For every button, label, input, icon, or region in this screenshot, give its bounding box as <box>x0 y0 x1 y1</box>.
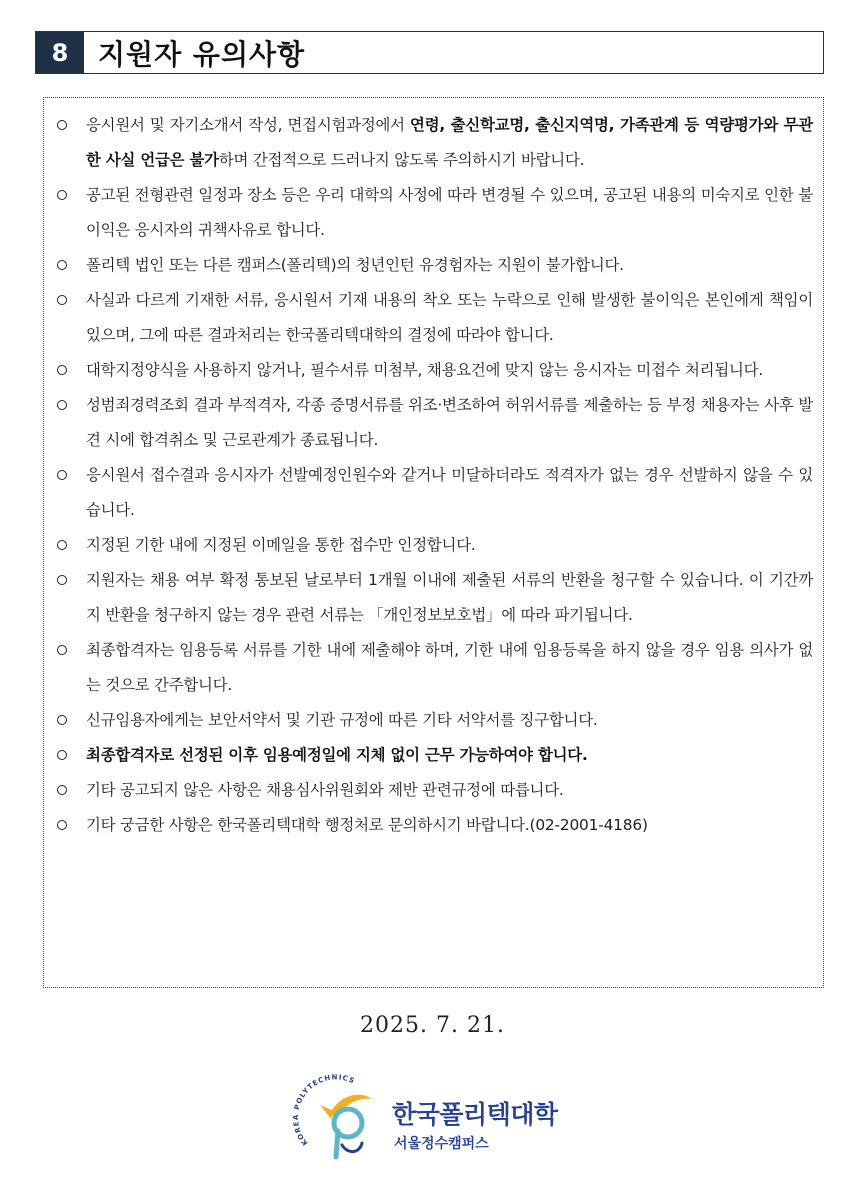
notice-item <box>54 248 813 283</box>
circle-bullet-icon <box>57 190 67 200</box>
circle-bullet-icon <box>57 120 67 130</box>
notice-item <box>54 703 813 738</box>
notice-item <box>54 388 813 458</box>
circle-bullet-icon <box>57 575 67 585</box>
notice-text: 공고된 전형관련 일정과 장소 등은 우리 대학의 사정에 따라 변경될 수 있으며, 공고된 내용의 미숙지로 인한 불이익은 응시자의 귀책사유로 합니다. <box>86 186 813 239</box>
notice-text: 지원자는 채용 여부 확정 통보된 날로부터 1개월 이내에 제출된 서류의 반환을 청구할 수 있습니다. 이 기간까지 반환을 청구하지 않는 경우 관련 서류는 「개인정보보호법」에 따라 파기됩니다. <box>86 571 813 624</box>
notice-text: 하며 간접적으로 드러나지 않도록 주의하시기 바랍니다. <box>218 151 585 169</box>
notice-text: 사실과 다르게 기재한 서류, 응시원서 기재 내용의 착오 또는 누락으로 인해 발생한 불이익은 본인에게 책임이 있으며, 그에 따른 결과처리는 한국폴리텍대학의 결정에 따라야 합니다. <box>86 291 813 344</box>
notice-item <box>54 458 813 528</box>
circle-bullet-icon <box>57 645 67 655</box>
section-title: 지원자 유의사항 <box>98 37 306 71</box>
notice-item <box>54 563 813 633</box>
notice-text-emphasis: 연령, 출신학교명, 출신지역명, 가족관계 등 역량평가와 무관한 사실 언급은 불가 <box>86 116 813 169</box>
notice-text: 신규임용자에게는 보안서약서 및 기관 규정에 따른 기타 서약서를 징구합니다. <box>86 711 598 729</box>
notice-text: 기타 궁금한 사항은 한국폴리텍대학 행정처로 문의하시기 바랍니다.(02-2001-4186) <box>86 816 648 834</box>
section-header <box>35 31 824 74</box>
logo-campus-name: 서울정수캠퍼스 <box>394 1136 489 1152</box>
notice-item <box>54 283 813 353</box>
notice-list <box>54 108 813 843</box>
circle-bullet-icon <box>57 295 67 305</box>
circle-bullet-icon <box>57 470 67 480</box>
notice-item <box>54 808 813 843</box>
notice-text: 응시원서 및 자기소개서 작성, 면접시험과정에서 <box>86 116 411 134</box>
notice-text: 기타 공고되지 않은 사항은 채용심사위원회와 제반 관련규정에 따릅니다. <box>86 781 564 799</box>
circle-bullet-icon <box>57 540 67 550</box>
circle-bullet-icon <box>57 750 67 760</box>
notice-item <box>54 633 813 703</box>
polytechnics-emblem-icon <box>290 1065 390 1165</box>
notice-text: 폴리텍 법인 또는 다른 캠퍼스(폴리텍)의 청년인턴 유경험자는 지원이 불가합니다. <box>86 256 624 274</box>
notice-item <box>54 773 813 808</box>
circle-bullet-icon <box>57 365 67 375</box>
section-number: 8 <box>36 32 84 73</box>
notice-text: 대학지정양식을 사용하지 않거나, 필수서류 미첨부, 채용요건에 맞지 않는 응시자는 미접수 처리됩니다. <box>86 361 764 379</box>
circle-bullet-icon <box>57 785 67 795</box>
notice-item <box>54 108 813 178</box>
notice-item <box>54 738 813 773</box>
notice-item <box>54 178 813 248</box>
emblem-arc-text: KOREA POLYTECHNICS <box>292 1073 357 1147</box>
university-logo <box>290 1065 590 1165</box>
notice-text: 최종합격자는 임용등록 서류를 기한 내에 제출해야 하며, 기한 내에 임용등록을 하지 않을 경우 임용 의사가 없는 것으로 간주합니다. <box>86 641 813 694</box>
circle-bullet-icon <box>57 400 67 410</box>
notice-text: 응시원서 접수결과 응시자가 선발예정인원수와 같거나 미달하더라도 적격자가 없는 경우 선발하지 않을 수 있습니다. <box>86 466 813 519</box>
notice-text-emphasis: 최종합격자로 선정된 이후 임용예정일에 지체 없이 근무 가능하여야 합니다. <box>86 746 588 764</box>
notice-text: 성범죄경력조회 결과 부적격자, 각종 증명서류를 위조·변조하여 허위서류를 제출하는 등 부정 채용자는 사후 발견 시에 합격취소 및 근로관계가 종료됩니다. <box>86 396 813 449</box>
notice-text: 지정된 기한 내에 지정된 이메일을 통한 접수만 인정합니다. <box>86 536 476 554</box>
document-date: 2025. 7. 21. <box>360 1013 505 1038</box>
circle-bullet-icon <box>57 715 67 725</box>
circle-bullet-icon <box>57 820 67 830</box>
logo-university-name: 한국폴리텍대학 <box>392 1100 558 1129</box>
notice-item <box>54 528 813 563</box>
notice-box <box>43 97 824 988</box>
circle-bullet-icon <box>57 260 67 270</box>
notice-item <box>54 353 813 388</box>
